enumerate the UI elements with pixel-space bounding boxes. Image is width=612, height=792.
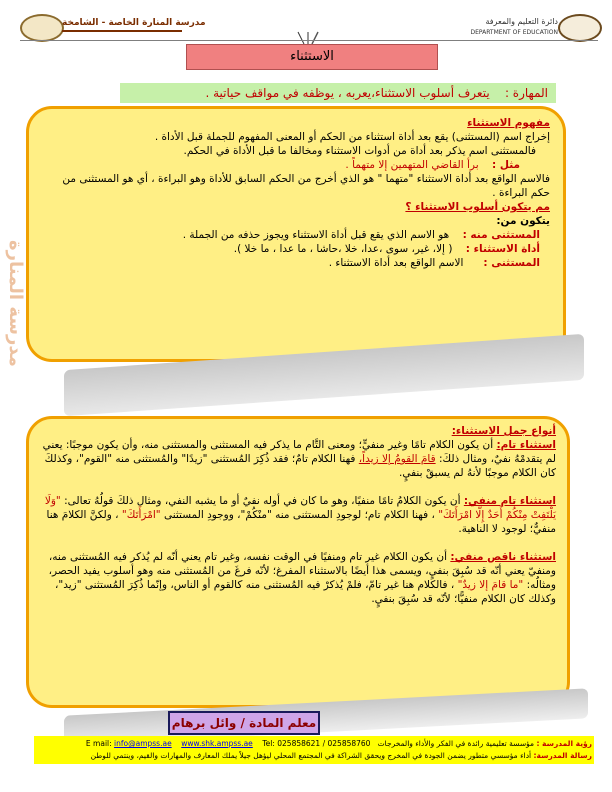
type-full-example: قامَ القومُ إلا زيداً، [358,453,436,465]
type-negated-label: استثناء تام منفي: [463,495,556,507]
email-label: E mail: [85,739,112,748]
type-full-text: أن يكون الكلام تامًا وغير منفيٍّ؛ ومعنى التَّام ما يذكر فيه المستثنى والمستثنى منه، وأن يكون موجبًا: يعني لم يتقدمْهُ نفيٌ، ومثال ذلكَ: [42,439,556,465]
part-label: المستثنى منه : [462,229,540,241]
skill-text: يتعرف أسلوب الاستثناء،يعربه ، يوظفه في مواقف حياتية . [205,86,490,100]
concept-example [44,158,550,172]
concept-heading: مفهوم الاستثناء [467,117,550,129]
mission-label: رسالة المدرسة: [533,751,592,760]
school-name: مدرسة المنارة الخاصة - الشامخة [62,18,206,28]
example-text: برأ القاضي المتهمين إلا متهماً . [345,159,479,171]
footer-line-1 [36,739,592,749]
type-negated-excepted: "امْرَأَتَكَ" [121,509,161,521]
part-text: ( إلا، غير، سوى ،عدا، خلا ،حاشا ، ما عدا ، ما خلا ). [233,243,453,255]
concept-line-2: فالمستثنى اسم يذكر بعد أداة من أدوات الاستثناء ومخالفا ما قبل الأداة في الحكم. [183,145,536,157]
website-link[interactable]: www.shk.ampss.ae [181,739,253,748]
phone-numbers: Tel: 025858621 / 025858760 [262,739,371,748]
type-incomplete-example: "ما قامَ إلا زيدٌ" [457,579,524,591]
school-name-underline [62,30,182,32]
mission-text: أداء مؤسسي متطور يضمن الجودة في المخرج ويحقق الشراكة في المجتمع المحلي ليؤهل جيلاً يملك المعارف والمهارات والقيم، وينتمي للوطن [90,751,532,760]
example-label: مثل : [491,159,520,171]
department-name-ar: دائرة التعليم والمعرفة [485,17,558,26]
concept-content [44,116,550,270]
page-title: الاستثناء [186,44,438,70]
part-item [44,242,540,256]
type-incomplete-label: استثناء ناقص منفي: [450,551,556,563]
type-full-text-2: فهنا الكلام تامٌ؛ فقد ذُكِرَ المُستثنى "زيدًا" والمُستثنى منه "القوم"، وكذلكَ كان الكلام موجبًا لأنهُ لم يسبقْ بنفيٍ. [44,453,556,479]
consists-label: يتكون من: [496,215,550,227]
structure-heading: مم يتكون أسلوب الاستثناء ؟ [405,201,550,213]
type-negated-text-3: ، ولكنَّ الكلامَ هنا منفيٌّ؛ لوجود لا الناهية. [46,509,556,535]
department-name-en: DEPARTMENT OF EDUCATION [470,29,558,36]
type-negated-text-2: ، فهنا الكلام تام؛ لوجودِ المستثنى منه "منْكُمْ"، ووجودِ المستثنى [163,509,435,521]
part-label: المستثنى : [483,257,540,269]
type-negated-text: أن يكون الكلامُ تامًا منفيًا، وهو ما كان في أوله نفيٌ أو ما يشبه النفي، ومثال ذلكَ قولُهُ تعالى: [64,495,461,507]
skill-label: المهارة : [504,86,548,100]
concept-line-1: إخراج اسم (المستثنى) يقع بعد أداة استثناء من الحكم أو المعنى المفهوم للجملة قبل الأداة . [154,131,550,143]
part-item [44,256,540,270]
vision-label: رؤية المدرسة : [536,739,592,748]
part-text: هو الاسم الذي يقع قبل أداة الاستثناء ويجوز حذفه من الجملة . [182,229,450,241]
parts-list [44,228,550,270]
watermark-text: مدرسة المنارة [5,240,26,367]
types-content [40,424,556,606]
footer-contact [86,739,371,748]
type-negated-quote: "وَلَا يَلْتَفِتْ مِنْكُمْ أَحَدٌ إِلَّا امْرَأَتَكَ" [44,495,556,521]
type-full-label: استثناء تام: [496,439,556,451]
type-incomplete-text: أن يكون الكلام غير تام ومنفيًا في الوقت نفسه، وغير تام يعني أنّه لم يُذكر فيه المُستثنى منه، ومنفيّ يعني أنّه قد سُبِقَ بنفيٍ، ويسمى هذا أيضًا بالاستثناء المفرغ؛ لأنّه فرغَ من المُستثنى منه وهو أسلوب يفيد الحصر، ومثالُه: [48,551,556,591]
type-full-negated [40,494,556,536]
school-logo [20,14,64,42]
department-logo [558,14,602,42]
types-heading: أنواع جمل الاستثناء: [451,425,556,437]
part-item [44,228,540,242]
teacher-name: معلم المادة / وائل برهام [168,711,320,735]
footer-line-2 [36,751,592,761]
part-label: أداة الاستثناء : [465,243,540,255]
type-incomplete-text-2: ، فالكلام هنا غير تامّ، فلمْ يُذكرْ فيه المُستثنى منه كالقوم أو الناس، وإنّما ذُكِرَ المُستثنى "زيد"، وكذلك كان الكلام منفيًّا؛ لأنّه قد سُبِقَ بنفيٍ. [55,579,556,605]
type-incomplete-negated [40,550,556,606]
vision-text: مؤسسة تعليمية رائدة في الفكر والأداء والمخرجات [377,739,535,748]
part-text: الاسم الواقع بعد أداة الاستثناء . [328,257,464,269]
skill-banner [120,83,556,103]
type-full [40,438,556,480]
concept-line-3: فالاسم الواقع بعد أداة الاستثناء "متهما " هو الذي أخرج من الحكم السابق للأداة وهو البراءة ، أي هو المستثنى من حكم البراءة . [62,173,550,199]
email-link[interactable]: info@ampss.ae [114,739,172,748]
header-divider [20,40,598,41]
